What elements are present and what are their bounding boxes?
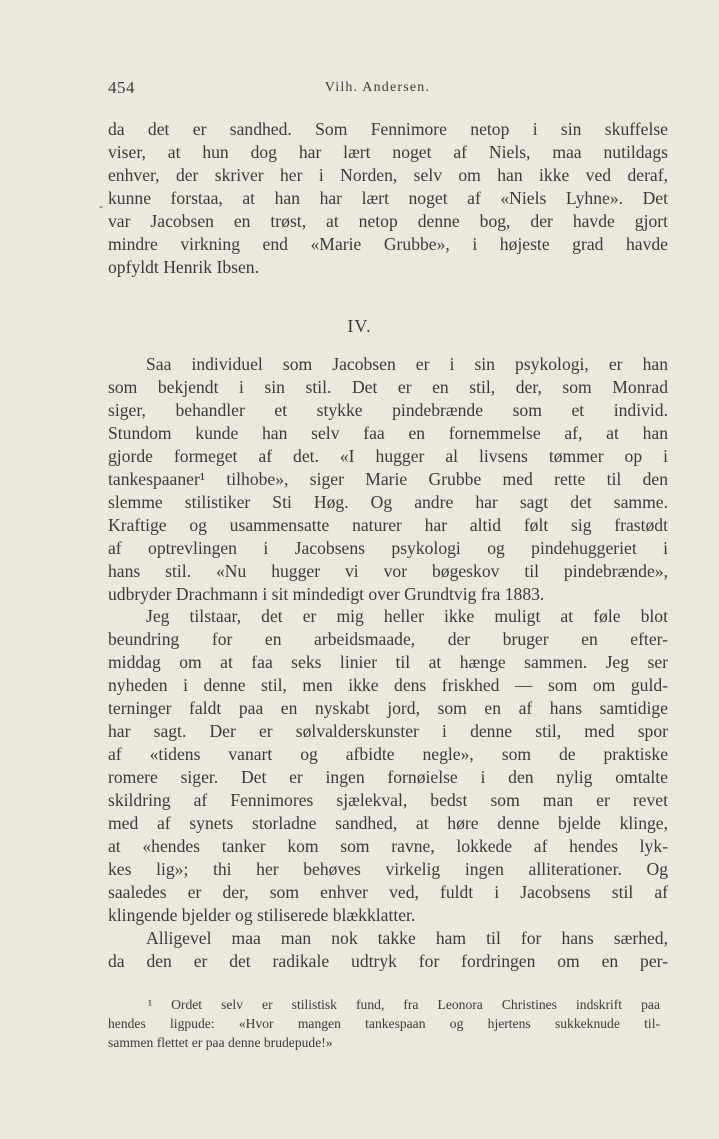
text-line: klingende bjelder og stiliserede blækklatter. [108,905,416,925]
text-line: gjorde formeget af det. «I hugger al livsens tømmer op i [108,446,668,466]
text-line: kes lig»; thi her behøves virkelig ingen alliterationer. Og [108,859,668,879]
margin-mark: - [99,199,103,213]
text-line: som bekjendt i sin stil. Det er en stil, der, som Monrad [108,377,668,397]
text-line: middag om at faa seks linier til at hænge sammen. Jeg ser [108,652,668,672]
text-line: slemme stilistiker Sti Høg. Og andre har sagt det samme. [108,492,668,512]
text-line: Alligevel maa man nok takke ham til for hans særhed, [146,928,668,948]
text-line: terninger faldt paa en nyskabt jord, som en af hans samtidige [108,698,668,718]
text-line: nyheden i denne stil, men ikke dens friskhed — som om guld- [108,675,668,695]
text-line: Saa individuel som Jacobsen er i sin psykologi, er han [146,354,668,374]
footnote-line: sammen flettet er paa denne brudepude!» [108,1035,333,1050]
text-line: skildring af Fennimores sjælekval, bedst som man er revet [108,790,668,810]
running-head: Vilh. Andersen. [324,80,431,95]
text-line: Stundom kunde han selv faa en fornemmelse af, at han [108,423,668,443]
text-line: da det er sandhed. Som Fennimore netop i sin skuffelse [108,119,668,139]
text-line: beundring for en arbeidsmaade, der bruger en efter- [108,629,668,649]
text-line: viser, at hun dog har lært noget af Niels, maa nutildags [108,142,668,162]
text-line: var Jacobsen en trøst, at netop denne bog, der havde gjort [108,211,668,231]
text-line: da den er det radikale udtryk for fordringen om en per- [108,951,668,971]
text-line: at «hendes tanker kom som ravne, lokkede af hendes lyk- [108,836,668,856]
text-line: kunne forstaa, at han har lært noget af «Niels Lyhne». Det [108,188,668,208]
text-line: udbryder Drachmann i sit mindedigt over Grundtvig fra 1883. [108,584,545,604]
text-line: af «tidens vanart og afbidte negle», som de praktiske [108,744,668,764]
text-line: Jeg tilstaar, det er mig heller ikke muligt at føle blot [146,606,668,626]
text-line: mindre virkning end «Marie Grubbe», i højeste grad havde [108,234,668,254]
text-line: opfyldt Henrik Ibsen. [108,257,259,277]
page-number: 454 [108,78,135,97]
text-line: med af synets storladne sandhed, at høre denne bjelde klinge, [108,813,668,833]
text-line: tankespaaner¹ tilhobe», siger Marie Grubbe med rette til den [108,469,668,489]
text-line: af optrevlingen i Jacobsens psykologi og pindehuggeriet i [108,538,668,558]
text-line: enhver, der skriver her i Norden, selv om han ikke ved deraf, [108,165,668,185]
text-line: siger, behandler et stykke pindebrænde som et individ. [108,400,668,420]
text-line: hans stil. «Nu hugger vi vor bøgeskov til pindebrænde», [108,561,668,581]
text-line: har sagt. Der er sølvalderskunster i denne stil, med spor [108,721,668,741]
footnote-line: hendes ligpude: «Hvor mangen tankespaan og hjertens sukkeknude til- [108,1016,660,1031]
text-line: romere siger. Det er ingen fornøielse i den nylig omtalte [108,767,668,787]
section-heading: IV. [347,316,372,336]
footnote-line: ¹ Ordet selv er stilistisk fund, fra Leonora Christines indskrift paa [148,997,660,1012]
text-line: Kraftige og usammensatte naturer har altid følt sig frastødt [108,515,668,535]
text-line: saaledes er der, som enhver ved, fuldt i Jacobsens stil af [108,882,668,902]
